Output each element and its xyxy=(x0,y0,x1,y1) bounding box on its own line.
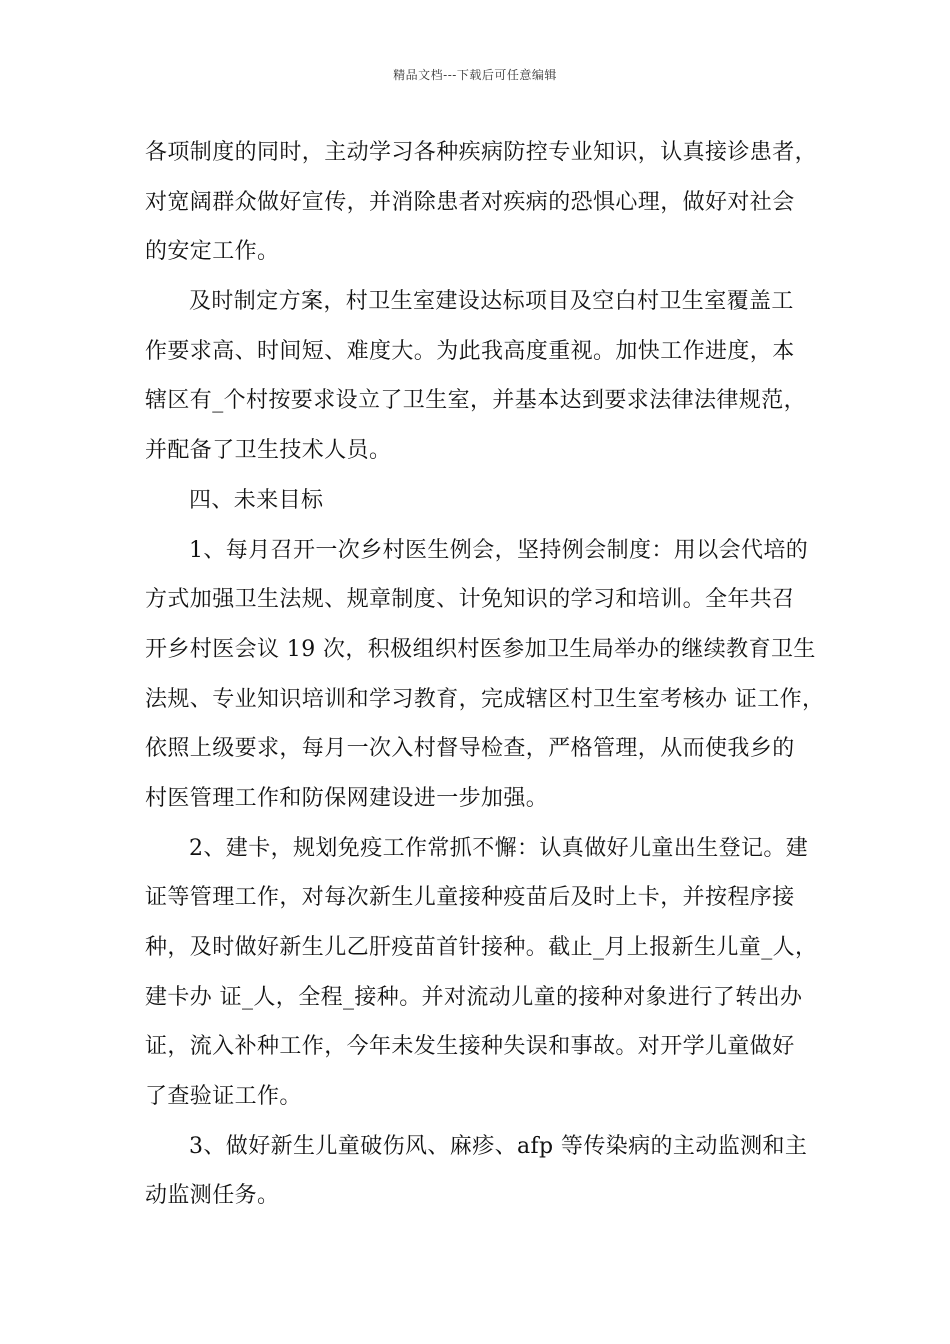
paragraph xyxy=(145,824,818,1122)
paragraph xyxy=(145,526,825,824)
text-line: 四、未来目标 xyxy=(189,487,324,513)
paragraph xyxy=(145,1122,815,1221)
text-line: 证，流入补种工作，今年未发生接种失误和事故。对开学儿童做好 xyxy=(145,1034,795,1060)
text-line: 建卡办 证_人，全程_接种。并对流动儿童的接种对象进行了转出办 xyxy=(145,984,803,1010)
text-line: 证等管理工作，对每次新生儿童接种疫苗后及时上卡，并按程序接 xyxy=(145,885,795,911)
text-line: 村医管理工作和防保网建设进一步加强。 xyxy=(145,785,549,811)
text-line: 并配备了卫生技术人员。 xyxy=(145,438,392,464)
text-line: 对宽阔群众做好宣传，并消除患者对疾病的恐惧心理，做好对社会 xyxy=(145,189,795,215)
text-line: 了查验证工作。 xyxy=(145,1084,302,1110)
text-line: 开乡村医会议 19 次，积极组织村医参加卫生局举办的继续教育卫生 xyxy=(145,636,816,662)
text-line: 方式加强卫生法规、规章制度、计免知识的学习和培训。全年共召 xyxy=(145,587,795,613)
paragraph xyxy=(145,277,815,476)
document-body xyxy=(145,128,825,1221)
text-line: 的安定工作。 xyxy=(145,239,280,265)
text-line: 及时制定方案，村卫生室建设达标项目及空白村卫生室覆盖工 xyxy=(189,289,794,315)
text-line: 依照上级要求，每月一次入村督导检查，严格管理，从而使我乡的 xyxy=(145,736,795,762)
text-line: 各项制度的同时，主动学习各种疾病防控专业知识，认真接诊患者， xyxy=(145,140,818,165)
page-header: 精品文档---下载后可任意编辑 xyxy=(393,68,557,82)
text-line: 2、建卡，规划免疫工作常抓不懈：认真做好儿童出生登记。建 xyxy=(189,835,809,861)
text-line: 种，及时做好新生儿乙肝疫苗首针接种。截止_月上报新生儿童_人， xyxy=(145,935,818,960)
paragraph xyxy=(145,128,818,277)
text-line: 作要求高、时间短、难度大。为此我高度重视。加快工作进度，本 xyxy=(145,338,795,364)
section-heading xyxy=(145,476,815,526)
text-line: 法规、专业知识培训和学习教育，完成辖区村卫生室考核办 证工作， xyxy=(145,686,825,712)
text-line: 辖区有_个村按要求设立了卫生室，并基本达到要求法律法律规范， xyxy=(145,388,807,414)
text-line: 3、做好新生儿童破伤风、麻疹、afp 等传染病的主动监测和主 xyxy=(189,1133,808,1159)
text-line: 1、每月召开一次乡村医生例会，坚持例会制度：用以会代培的 xyxy=(189,537,809,563)
text-line: 动监测任务。 xyxy=(145,1183,280,1209)
